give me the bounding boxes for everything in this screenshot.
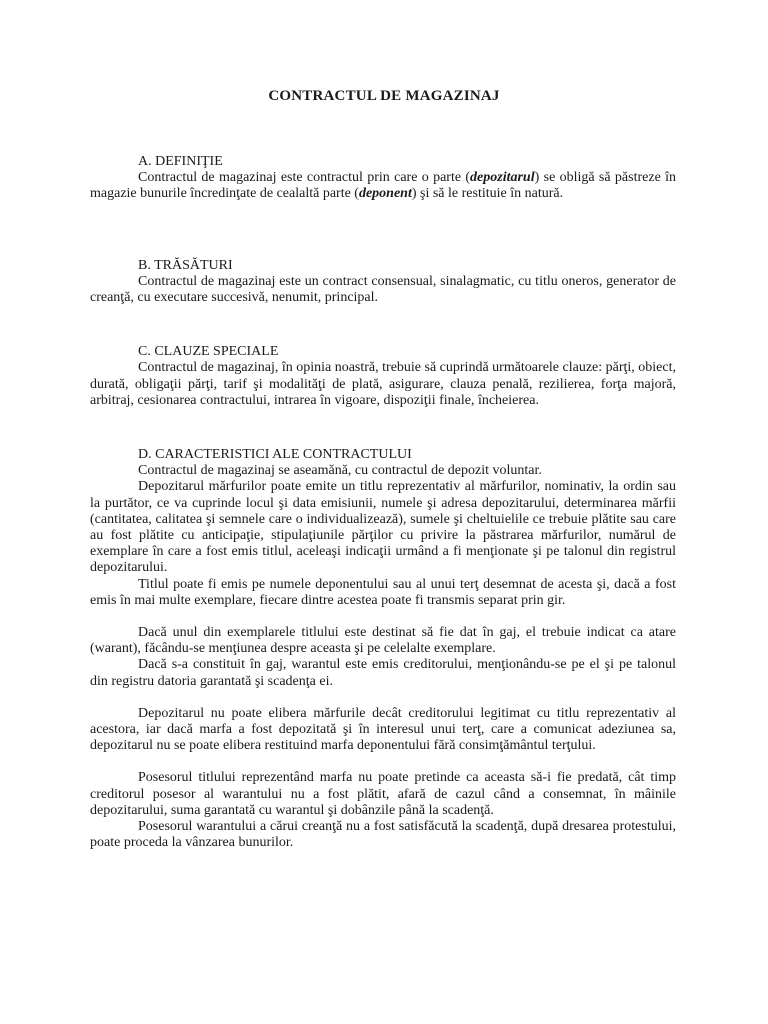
section-definitie xyxy=(90,154,676,203)
section-trasaturi xyxy=(90,258,676,307)
document-body xyxy=(90,154,676,852)
section-paragraph: Dacă unul din exemplarele titlului este destinat să fie dat în gaj, el trebuie indicat ca atare (warant), făcându-se menţiunea despre aceasta şi pe celelalte exemplare. xyxy=(90,625,676,657)
section-paragraph: Depozitarul mărfurilor poate emite un titlu reprezentativ al mărfurilor, nominativ, la ordin sau la purtător, ce va cuprinde locul şi data emisiunii, numele şi adresa depozitarului, determinarea mărfii (cantitatea, calitatea şi semnele care o individualizează), sumele şi cheltuielile ce trebuie plătite sau care au fost plătite cu anticipaţie, stipulaţiunile părţilor cu privire la păstrarea mărfurilor, numărul de exemplare în care a fost emis titlul, aceleaşi indicaţii urmând a fi menţionate şi pe talonul din registrul depozitarului. xyxy=(90,479,676,576)
section-paragraph: Contractul de magazinaj este un contract consensual, sinalagmatic, cu titlu oneros, generator de creanţă, cu executare succesivă, nenumit, principal. xyxy=(90,273,676,306)
section-heading: A. DEFINIŢIE xyxy=(138,154,223,169)
section-heading: C. CLAUZE SPECIALE xyxy=(138,344,279,360)
section-caracteristici xyxy=(90,447,676,851)
section-paragraph: Posesorul warantului a cărui creanţă nu a fost satisfăcută la scadenţă, după dresarea protestului, poate proceda la vânzarea bunurilor. xyxy=(90,819,676,851)
section-paragraph: Contractul de magazinaj se aseamănă, cu contractul de depozit voluntar. xyxy=(138,463,542,479)
paragraph-text: ) şi să le restituie în natură. xyxy=(411,186,564,202)
section-paragraph: Titlul poate fi emis pe numele deponentului sau al unui terţ desemnat de acesta şi, dacă a fost emis în mai multe exemplare, fiecare dintre acestea poate fi transmis separat prin gir. xyxy=(90,576,676,608)
section-paragraph: Contractul de magazinaj, în opinia noastră, trebuie să cuprindă următoarele clauze: părţi, obiect, durată, obligaţii părţi, tarif şi modalităţi de plată, asigurare, clauza penală, rezilierea, forţa majoră, arbitraj, cesionarea contractului, intrarea în vigoare, dispoziţii finale, încheierea. xyxy=(90,360,677,408)
section-paragraph xyxy=(90,170,676,202)
section-heading: B. TRĂSĂTURI xyxy=(138,257,233,273)
section-paragraph: Dacă s-a constituit în gaj, warantul este emis creditorului, menţionându-se pe el şi pe talonul din registru datoria garantată şi scadenţa ei. xyxy=(90,657,676,689)
term-depozitarul: depozitarul xyxy=(470,170,535,186)
section-paragraph: Depozitarul nu poate elibera mărfurile decât creditorului legitimat cu titlu reprezentativ al acestora, iar dacă marfa a fost depozitată şi în interesul unui terţ, care a comunicat adeziunea sa, depozitarul nu se poate elibera restituind marfa deponentului fără consimţământul terţului. xyxy=(90,705,676,754)
section-clauze-speciale xyxy=(90,344,676,409)
paragraph-text: ) se obligă să păstreze în magazie bunurile încredinţate de cealaltă parte ( xyxy=(90,170,676,202)
paragraph-text: Contractul de magazinaj este contractul prin care o parte ( xyxy=(138,170,471,186)
document-title: CONTRACTUL DE MAGAZINAJ xyxy=(268,88,500,104)
section-paragraph: Posesorul titlului reprezentând marfa nu poate pretinde ca aceasta să-i fie predată, cât timp creditorul posesor al warantului nu a fost plătit, afară de cazul când a consemnat, în mâinile depozitarului, suma garantată cu warantul şi dobânzile până la scadenţă. xyxy=(90,770,676,818)
section-heading: D. CARACTERISTICI ALE CONTRACTULUI xyxy=(138,447,412,463)
term-deponent: deponent xyxy=(358,186,412,202)
